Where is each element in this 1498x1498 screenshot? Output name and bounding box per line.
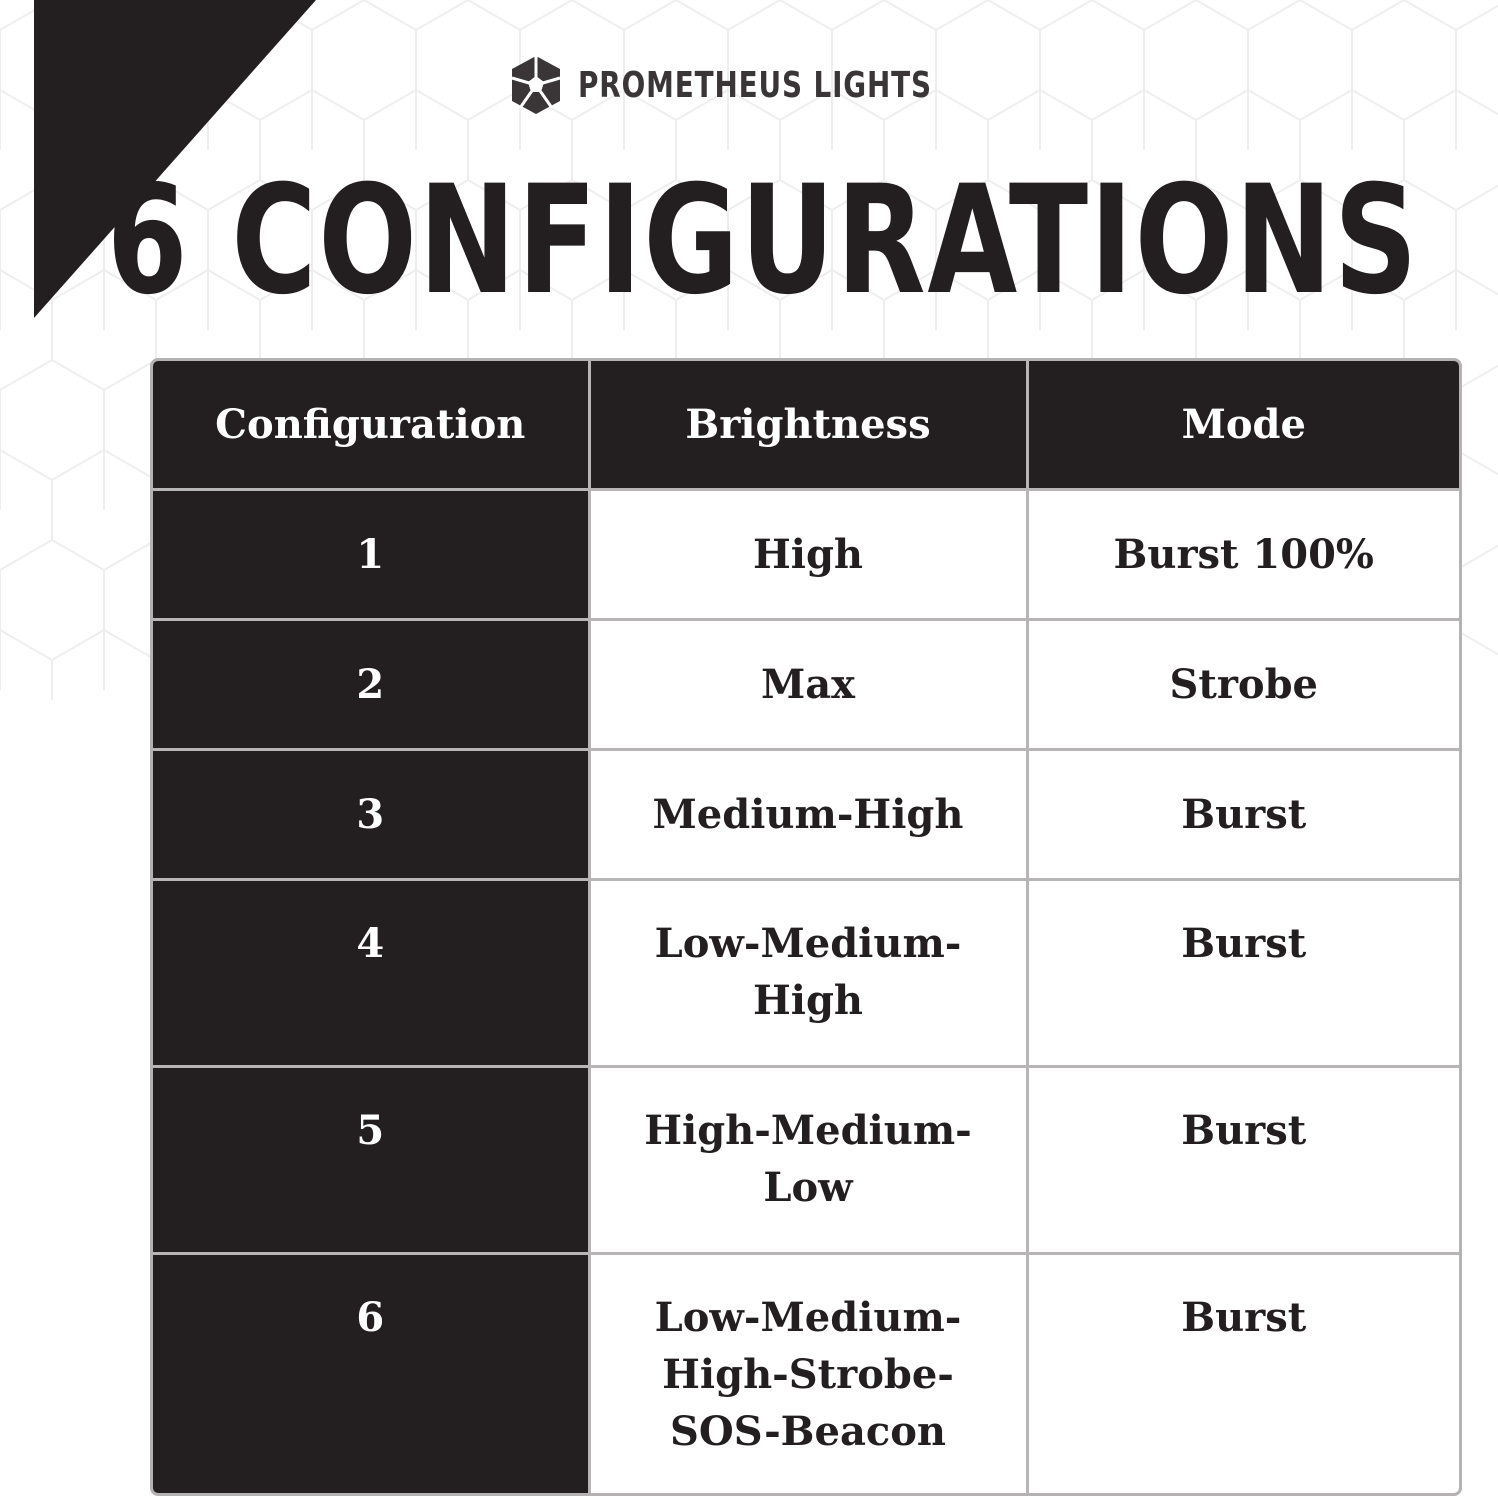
brightness-cell: High — [589, 489, 1027, 619]
configuration-cell: 4 — [153, 879, 589, 1066]
configuration-cell: 5 — [153, 1066, 589, 1253]
configuration-cell: 3 — [153, 749, 589, 879]
table-header-row — [153, 361, 1459, 489]
table-row — [153, 749, 1459, 879]
prometheus-hexagon-logo-icon — [508, 54, 564, 116]
brightness-cell: Low-Medium-High-Strobe-SOS-Beacon — [589, 1253, 1027, 1493]
brightness-cell: Medium-High — [589, 749, 1027, 879]
configuration-cell: 6 — [153, 1253, 589, 1493]
brightness-cell: High-Medium-Low — [589, 1066, 1027, 1253]
brightness-cell: Low-Medium-High — [589, 879, 1027, 1066]
mode-cell: Burst — [1027, 749, 1459, 879]
configurations-table-container — [150, 358, 1462, 1496]
header-brightness: Brightness — [589, 361, 1027, 489]
table-row — [153, 489, 1459, 619]
configuration-cell: 2 — [153, 619, 589, 749]
mode-cell: Burst — [1027, 879, 1459, 1066]
mode-cell: Burst — [1027, 1066, 1459, 1253]
page-title-text: 6 CONFIGURATIONS — [106, 154, 1420, 328]
header-configuration: Configuration — [153, 361, 589, 489]
brand-header — [0, 52, 1498, 118]
mode-cell: Burst — [1027, 1253, 1459, 1493]
mode-cell: Strobe — [1027, 619, 1459, 749]
configuration-cell: 1 — [153, 489, 589, 619]
table-row — [153, 1066, 1459, 1253]
configurations-table — [153, 361, 1459, 1493]
page-title — [0, 154, 1498, 328]
table-row — [153, 619, 1459, 749]
table-row — [153, 1253, 1459, 1493]
brand-name: PROMETHEUS LIGHTS — [578, 64, 933, 106]
mode-cell: Burst 100% — [1027, 489, 1459, 619]
table-row — [153, 879, 1459, 1066]
header-mode: Mode — [1027, 361, 1459, 489]
brightness-cell: Max — [589, 619, 1027, 749]
